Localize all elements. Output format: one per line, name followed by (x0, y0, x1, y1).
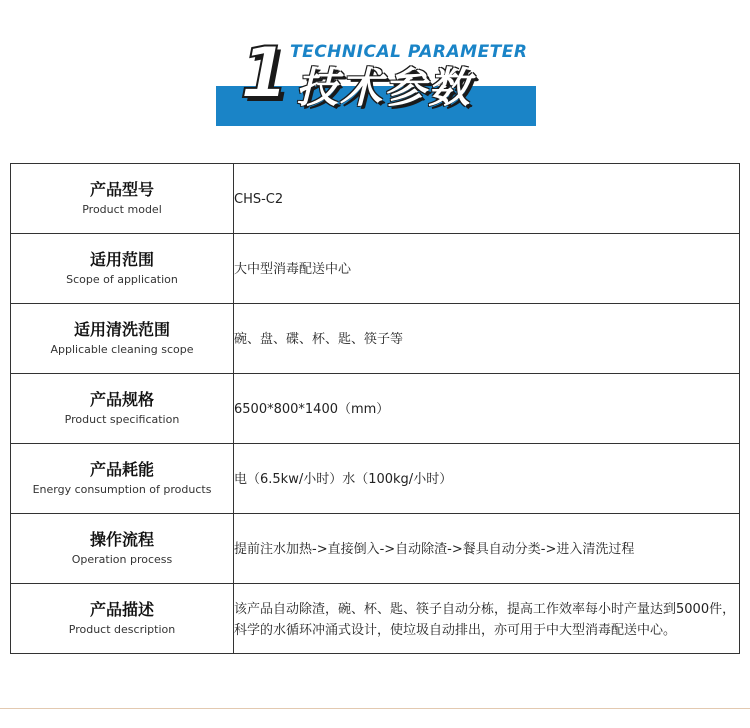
row-label (11, 304, 234, 374)
value-text: 6500*800*1400（mm） (234, 402, 390, 417)
label-cn: 产品型号 (89, 179, 154, 199)
section-number: 1 (240, 32, 289, 114)
row-label (11, 234, 234, 304)
row-value (234, 234, 740, 304)
section-header (0, 0, 750, 140)
table-row (11, 444, 740, 514)
divider (0, 708, 750, 709)
label-en: Product description (68, 622, 176, 636)
row-label (11, 164, 234, 234)
label-cn: 适用清洗范围 (73, 319, 170, 339)
table-row (11, 164, 740, 234)
table-row (11, 514, 740, 584)
table-row (11, 584, 740, 654)
label-en: Applicable cleaning scope (50, 342, 194, 356)
label-cn: 适用范围 (89, 249, 154, 269)
label-en: Scope of application (66, 272, 178, 286)
row-value (234, 164, 740, 234)
row-value (234, 444, 740, 514)
value-text: 碗、盘、碟、杯、匙、筷子等 (234, 332, 404, 347)
row-value (234, 584, 740, 654)
row-label (11, 514, 234, 584)
row-value (234, 304, 740, 374)
value-text: 电（6.5kw/小时）水（100kg/小时） (234, 472, 453, 487)
table-row (11, 374, 740, 444)
row-value (234, 374, 740, 444)
row-label (11, 374, 234, 444)
label-en: Product specification (64, 412, 180, 426)
value-text: 大中型消毒配送中心 (234, 262, 352, 277)
row-value (234, 514, 740, 584)
parameter-table (10, 163, 740, 654)
row-label (11, 584, 234, 654)
table-row (11, 234, 740, 304)
label-cn: 操作流程 (89, 529, 154, 549)
table-row (11, 304, 740, 374)
section-title-en: TECHNICAL PARAMETER (290, 42, 528, 62)
label-en: Product model (82, 202, 162, 216)
label-en: Energy consumption of products (32, 482, 212, 496)
value-text: 该产品自动除渣，碗、杯、匙、筷子自动分栋，提高工作效率每小时产量达到5000件，科学的水循环冲涌式设计，使垃圾自动排出，亦可用于中大型消毒配送中心。 (234, 601, 736, 638)
label-cn: 产品耗能 (89, 459, 154, 479)
row-label (11, 444, 234, 514)
label-en: Operation process (71, 552, 173, 566)
value-text: CHS-C2 (234, 192, 284, 207)
section-title-cn: 技术参数 (296, 63, 473, 112)
label-cn: 产品描述 (89, 599, 154, 619)
value-text: 提前注水加热->直接倒入->自动除渣->餐具自动分类->进入清洗过程 (234, 542, 635, 557)
label-cn: 产品规格 (89, 389, 154, 409)
